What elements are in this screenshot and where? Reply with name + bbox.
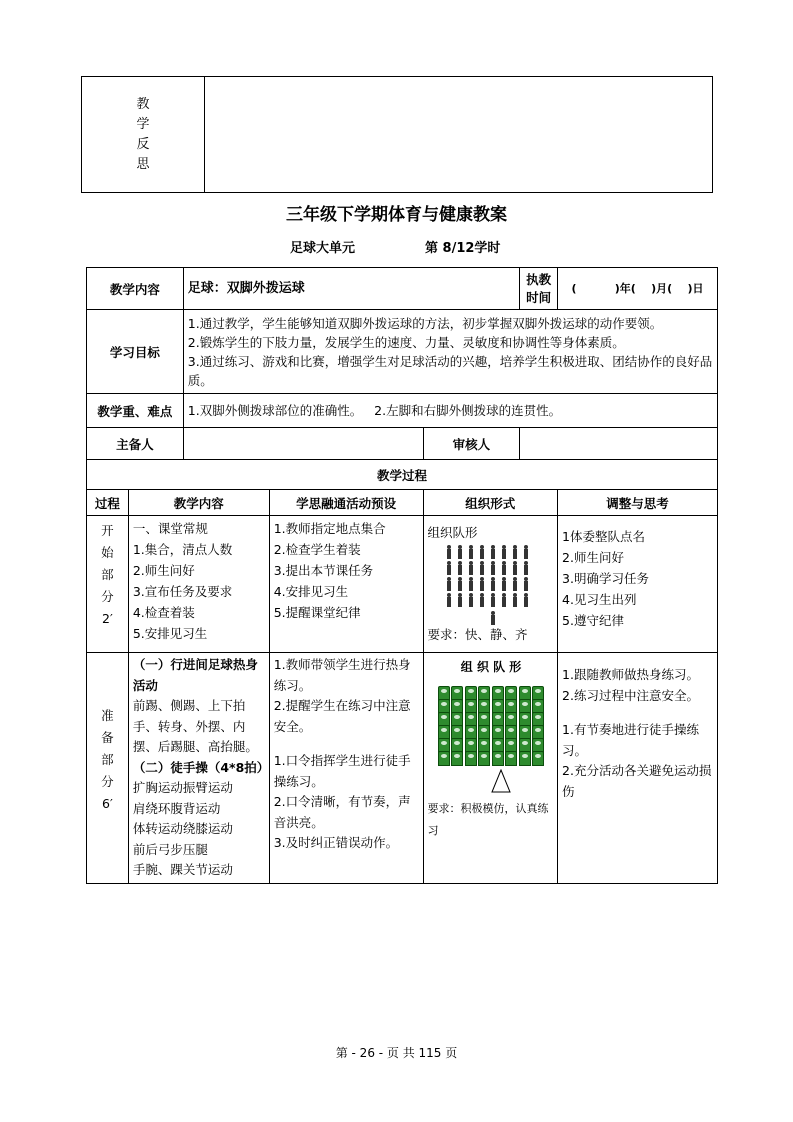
list-item: 4.检查着装 [132,605,195,620]
list-item: 4.见习生出列 [562,592,637,607]
key-points-label: 教学重、难点 [87,394,184,428]
student-icon [438,751,450,766]
process-title: 教学过程 [87,460,718,490]
reflection-char: 反 [136,136,150,152]
lesson-plan-table [86,267,718,884]
student-icon [465,751,477,766]
stage-char: 准 [101,708,114,723]
list-item: 扩胸运动振臂运动 [132,780,233,795]
stage-char: 部 [101,567,114,582]
formation-title: 组织队形 [427,525,478,540]
student-icon [468,545,473,559]
reflection-table [81,76,713,193]
formation-students [438,686,548,766]
formation-people [446,545,546,621]
list-item: 4.安排见习生 [273,584,349,599]
reflection-char: 教 [136,96,150,112]
prep-content [128,653,269,884]
student-icon [451,751,463,766]
student-icon [512,593,517,607]
list-item: 1.跟随教师做热身练习。 [562,667,699,682]
prep-organization [423,653,557,884]
stage-char: 开 [101,523,114,538]
stage-char: 2′ [102,611,113,626]
student-icon [457,577,462,591]
student-icon [468,577,473,591]
list-item: 5.遵守纪律 [562,613,624,628]
student-icon [457,561,462,575]
student-icon [523,561,528,575]
start-content [128,516,269,653]
list-item: 1体委整队点名 [562,529,645,544]
student-icon [479,577,484,591]
document-title: 三年级下学期体育与健康教案 [286,205,507,225]
list-item: 3.及时纠正错误动作。 [273,835,399,850]
lesson-number: 第 8/12学时 [425,241,501,256]
prep-paragraph: 前踢、侧踢、上下拍手、转身、外摆、内摆、后踢腿、高抬腿。 [132,698,258,754]
column-header-activity: 学思融通活动预设 [269,490,423,516]
preparer-label: 主备人 [87,428,184,460]
column-header-adjust: 调整与思考 [558,490,718,516]
list-item: 肩绕环腹背运动 [132,800,221,816]
goal-item: 1.通过教学，学生能够知道双脚外拨运球的方法，初步掌握双脚外拨运球的动作要领。 [187,315,663,331]
student-icon [523,577,528,591]
time-label [520,268,558,310]
list-item: 1.口令指挥学生进行徒手操练习。 [273,753,411,789]
start-activity [269,516,423,653]
teacher-icon [490,611,495,625]
list-item: 一、课堂常规 [132,521,208,536]
preparer-value [183,428,423,460]
list-item: 1.有节奏地进行徒手操练习。 [562,722,699,758]
stage-char: 始 [101,545,114,560]
student-icon [501,561,506,575]
list-item: 1.教师带领学生进行热身练习。 [273,657,411,693]
list-item: 2.充分活动各关避免运动损伤 [562,763,712,799]
student-icon [523,545,528,559]
list-item: 3.宣布任务及要求 [132,584,233,599]
student-icon [523,593,528,607]
list-item: 1.集合，清点人数 [132,542,233,557]
prep-adjust [558,653,718,884]
student-icon [501,593,506,607]
list-item: 3.明确学习任务 [562,571,649,586]
student-icon [479,561,484,575]
list-item: 2.提醒学生在练习中注意安全。 [273,698,411,734]
prep-heading: （一）行进间足球热身活动 [132,657,258,693]
reflection-label [82,77,205,193]
student-icon [446,561,451,575]
teacher-icon [491,769,511,793]
list-item: 5.安排见习生 [132,626,208,641]
stage-char: 备 [101,730,114,745]
prep-heading: （二）徒手操（4*8拍） [132,759,270,775]
prep-activity [269,653,423,884]
student-icon [457,545,462,559]
list-item: 2.师生问好 [562,550,624,565]
key-points-value: 1.双脚外侧拨球部位的准确性。 2.左脚和右脚外侧拨球的连贯性。 [183,394,717,428]
student-icon [512,545,517,559]
reflection-content [205,77,713,193]
goal-item: 2.锻炼学生的下肢力量，发展学生的速度、力量、灵敏度和协调性等身体素质。 [187,334,625,350]
reflection-char: 思 [136,156,150,172]
start-adjust [558,516,718,653]
student-icon [492,751,504,766]
content-label: 教学内容 [87,268,184,310]
start-formation [428,519,553,649]
student-icon [519,751,531,766]
list-item: 3.提出本节课任务 [273,563,374,578]
list-item: 2.练习过程中注意安全。 [562,687,699,703]
student-icon [478,751,490,766]
list-item: 5.提醒课堂纪律 [273,605,361,620]
goal-item: 3.通过练习、游戏和比赛，增强学生对足球活动的兴趣，培养学生积极进取、团结协作的良好品质。 [187,353,713,388]
student-icon [490,545,495,559]
column-header-organization: 组织形式 [423,490,557,516]
student-icon [457,593,462,607]
time-label-line: 执教 [526,271,552,287]
student-icon [501,545,506,559]
student-icon [446,577,451,591]
student-icon [512,577,517,591]
list-item: 体转运动绕膝运动 [132,821,233,836]
reflection-char: 学 [136,116,150,132]
list-item: 手腕、踝关节运动 [132,862,233,877]
column-header-stage: 过程 [87,490,129,516]
content-value: 足球：双脚外拨运球 [183,268,519,310]
list-item: 2.口令清晰，有节奏，声音洪亮。 [273,794,411,830]
student-icon [512,561,517,575]
formation-title: 组 织 队 形 [460,660,522,674]
time-value: ( )年( )月( )日 [558,268,718,310]
stage-start [87,516,129,653]
student-icon [446,545,451,559]
list-item: 2.检查学生着装 [273,542,361,557]
stage-char: 分 [101,774,114,789]
student-icon [479,593,484,607]
list-item: 1.教师指定地点集合 [273,521,386,536]
student-icon [468,593,473,607]
student-icon [468,561,473,575]
unit-name: 足球大单元 [290,241,356,256]
prep-formation [428,656,553,846]
student-icon [446,593,451,607]
stage-char: 6′ [102,796,113,811]
page-footer: 第 - 26 - 页 共 115 页 [335,1046,458,1060]
formation-requirement: 要求：积极模仿，认真练习 [427,802,549,837]
stage-char: 分 [101,589,114,604]
student-icon [490,561,495,575]
stage-char: 部 [101,752,114,767]
student-icon [501,577,506,591]
reviewer-label: 审核人 [423,428,520,460]
list-item: 前后弓步压腿 [132,841,208,857]
student-icon [532,751,544,766]
student-icon [505,751,517,766]
reviewer-value [520,428,718,460]
start-organization [423,516,557,653]
goals-list [183,310,717,394]
column-header-content: 教学内容 [128,490,269,516]
student-icon [479,545,484,559]
stage-prep [87,653,129,884]
goals-label: 学习目标 [87,310,184,394]
student-icon [490,593,495,607]
list-item: 2.师生问好 [132,563,195,578]
formation-requirement: 要求：快、静、齐 [427,627,528,642]
time-label-line: 时间 [526,289,552,305]
student-icon [490,577,495,591]
